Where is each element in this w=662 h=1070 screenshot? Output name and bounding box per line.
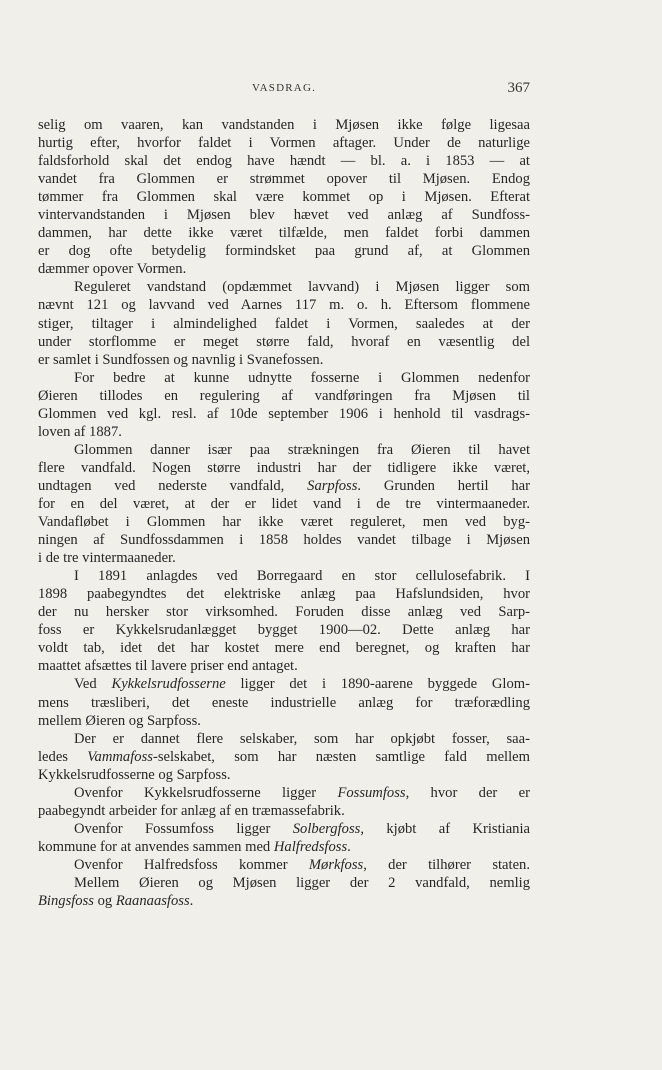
text-line bbox=[38, 657, 530, 675]
text-line bbox=[38, 315, 530, 333]
text-line bbox=[38, 639, 530, 657]
text-line bbox=[38, 892, 530, 910]
text-segment: flere vandfald. Nogen større industri har der tidligere ikke været, bbox=[38, 459, 530, 476]
text-line bbox=[38, 116, 530, 134]
text-segment: stiger, tiltager i almindelighed faldet i Vormen, saaledes at der bbox=[38, 315, 530, 332]
text-line bbox=[38, 675, 530, 693]
text-line bbox=[38, 712, 530, 730]
text-body bbox=[38, 116, 530, 910]
text-segment: For bedre at kunne udnytte fosserne i Glommen nedenfor bbox=[74, 369, 530, 386]
text-line bbox=[38, 784, 530, 802]
text-segment: maattet afsættes til lavere priser end antaget. bbox=[38, 658, 298, 675]
italic-place-name: Halfredsfoss bbox=[273, 838, 348, 855]
text-line bbox=[38, 549, 530, 567]
text-line bbox=[38, 188, 530, 206]
text-segment: og bbox=[93, 893, 116, 910]
text-segment: hurtig efter, hvorfor faldet i Vormen aftager. Under de naturlige bbox=[38, 135, 530, 152]
text-line bbox=[38, 730, 530, 748]
text-segment: ledes bbox=[38, 748, 88, 765]
text-line bbox=[38, 351, 530, 369]
text-segment: mens træsliberi, det eneste industrielle anlæg for træforædling bbox=[38, 694, 530, 711]
text-line bbox=[38, 242, 530, 260]
text-line bbox=[38, 603, 530, 621]
text-segment: I 1891 anlagdes ved Borregaard en stor cellulosefabrik. I bbox=[74, 568, 530, 585]
text-segment: i de tre vintermaaneder. bbox=[38, 550, 176, 567]
text-segment: Vandafløbet i Glommen har ikke været reguleret, men ved byg- bbox=[38, 514, 530, 531]
text-line bbox=[38, 206, 530, 224]
text-segment: er samlet i Sundfossen og navnlig i Svanefossen. bbox=[38, 351, 324, 368]
text-line bbox=[38, 856, 530, 874]
text-segment: foss er Kykkelsrudanlægget bygget 1900—02. Dette anlæg har bbox=[38, 622, 530, 639]
text-segment: Reguleret vandstand (opdæmmet lavvand) i Mjøsen ligger som bbox=[74, 279, 530, 296]
text-segment: Ovenfor Kykkelsrudfosserne ligger bbox=[74, 784, 338, 801]
italic-place-name: Bingsfoss bbox=[38, 893, 94, 910]
text-segment: , der tilhører staten. bbox=[363, 856, 530, 873]
text-segment: undtagen ved nederste vandfald, bbox=[38, 477, 308, 494]
text-line bbox=[38, 369, 530, 387]
text-segment: kommune for at anvendes sammen med bbox=[38, 838, 274, 855]
text-line bbox=[38, 838, 530, 856]
text-segment: vandet fra Glommen er strømmet opover til Mjøsen. Endog bbox=[38, 171, 530, 188]
text-segment: , hvor der er bbox=[405, 784, 530, 801]
italic-place-name: Sarpfoss bbox=[307, 477, 358, 494]
text-segment: . Grunden hertil har bbox=[357, 477, 530, 494]
text-segment: dammen, har dette ikke været tilfælde, men faldet forbi dammen bbox=[38, 225, 530, 242]
text-line bbox=[38, 405, 530, 423]
text-segment: dæmmer opover Vormen. bbox=[38, 261, 187, 278]
text-line bbox=[38, 874, 530, 892]
page-number: 367 bbox=[507, 80, 530, 96]
text-segment: under storflomme er meget større fald, hvoraf en væsentlig del bbox=[38, 333, 530, 350]
text-segment: der nu hersker stor virksomhed. Foruden disse anlæg ved Sarp- bbox=[38, 604, 530, 621]
text-segment: ligger det i 1890-aarene byggede Glom- bbox=[225, 676, 530, 693]
text-segment: Kykkelsrudfosserne og Sarpfoss. bbox=[38, 766, 231, 783]
text-line bbox=[38, 224, 530, 242]
text-line bbox=[38, 621, 530, 639]
text-segment: -selskabet, som har næsten samtlige fald mellem bbox=[152, 748, 530, 765]
text-segment: Ved bbox=[74, 676, 112, 693]
italic-place-name: Kykkelsrudfosserne bbox=[111, 676, 226, 693]
text-line bbox=[38, 694, 530, 712]
text-segment: loven af 1887. bbox=[38, 423, 122, 440]
text-segment: voldt tab, idet det har kostet mere end beregnet, og kraften har bbox=[38, 640, 530, 657]
text-line bbox=[38, 278, 530, 296]
text-segment: vintervandstanden i Mjøsen blev hævet ved anlæg af Sundfoss- bbox=[38, 207, 530, 224]
text-segment: for en del været, at der er lidet vand i de tre vintermaaneder. bbox=[38, 495, 530, 512]
text-segment: Mellem Øieren og Mjøsen ligger der 2 vandfald, nemlig bbox=[74, 874, 530, 891]
text-segment: Ovenfor Halfredsfoss kommer bbox=[74, 856, 309, 873]
text-segment: paabegyndt arbeider for anlæg af en træmassefabrik. bbox=[38, 802, 345, 819]
text-line bbox=[38, 134, 530, 152]
text-line bbox=[38, 459, 530, 477]
italic-place-name: Fossumfoss bbox=[337, 784, 406, 801]
text-segment: mellem Øieren og Sarpfoss. bbox=[38, 712, 201, 729]
text-segment: Øieren tillodes en regulering af vandføringen fra Mjøsen til bbox=[38, 387, 530, 404]
text-segment: Glommen ved kgl. resl. af 10de september 1906 i henhold til vasdrags- bbox=[38, 405, 530, 422]
text-line bbox=[38, 802, 530, 820]
italic-place-name: Mørkfoss bbox=[308, 856, 364, 873]
italic-place-name: Vammafoss bbox=[87, 748, 153, 765]
text-segment: . bbox=[189, 893, 194, 910]
text-line bbox=[38, 170, 530, 188]
text-segment: selig om vaaren, kan vandstanden i Mjøsen ikke følge ligesaa bbox=[38, 117, 530, 133]
text-line bbox=[38, 495, 530, 513]
text-segment: er dog ofte betydelig formindsket paa grund af, at Glommen bbox=[38, 243, 530, 260]
text-line bbox=[38, 567, 530, 585]
running-head bbox=[38, 80, 530, 100]
text-segment: faldsforhold skal det endog have hændt — bl. a. i 1853 — at bbox=[38, 153, 530, 170]
text-segment: . bbox=[347, 838, 351, 855]
italic-place-name: Solbergfoss bbox=[292, 820, 361, 837]
text-line bbox=[38, 333, 530, 351]
text-line bbox=[38, 387, 530, 405]
text-segment: , kjøbt af Kristiania bbox=[360, 820, 530, 837]
text-line bbox=[38, 748, 530, 766]
text-segment: 1898 paabegyndtes det elektriske anlæg paa Hafslundsiden, hvor bbox=[38, 586, 530, 603]
text-segment: tømmer fra Glommen skal være kommet op i Mjøsen. Efterat bbox=[38, 189, 530, 206]
text-line bbox=[38, 477, 530, 495]
text-line bbox=[38, 423, 530, 441]
text-line bbox=[38, 513, 530, 531]
text-line bbox=[38, 441, 530, 459]
text-line bbox=[38, 531, 530, 549]
text-segment: Der er dannet flere selskaber, som har opkjøbt fosser, saa- bbox=[74, 730, 530, 747]
text-segment: Ovenfor Fossumfoss ligger bbox=[74, 820, 293, 837]
text-line bbox=[38, 766, 530, 784]
italic-place-name: Raanaasfoss bbox=[115, 893, 190, 910]
text-line bbox=[38, 296, 530, 314]
text-line bbox=[38, 260, 530, 278]
text-segment: nævnt 121 og lavvand ved Aarnes 117 m. o. h. Eftersom flommene bbox=[38, 297, 530, 314]
text-line bbox=[38, 820, 530, 838]
text-line bbox=[38, 585, 530, 603]
text-segment: Glommen danner især paa strækningen fra Øieren til havet bbox=[74, 441, 530, 458]
running-title: VASDRAG. bbox=[251, 82, 317, 94]
text-segment: ningen af Sundfossdammen i 1858 holdes vandet tilbage i Mjøsen bbox=[38, 532, 530, 549]
text-line bbox=[38, 152, 530, 170]
